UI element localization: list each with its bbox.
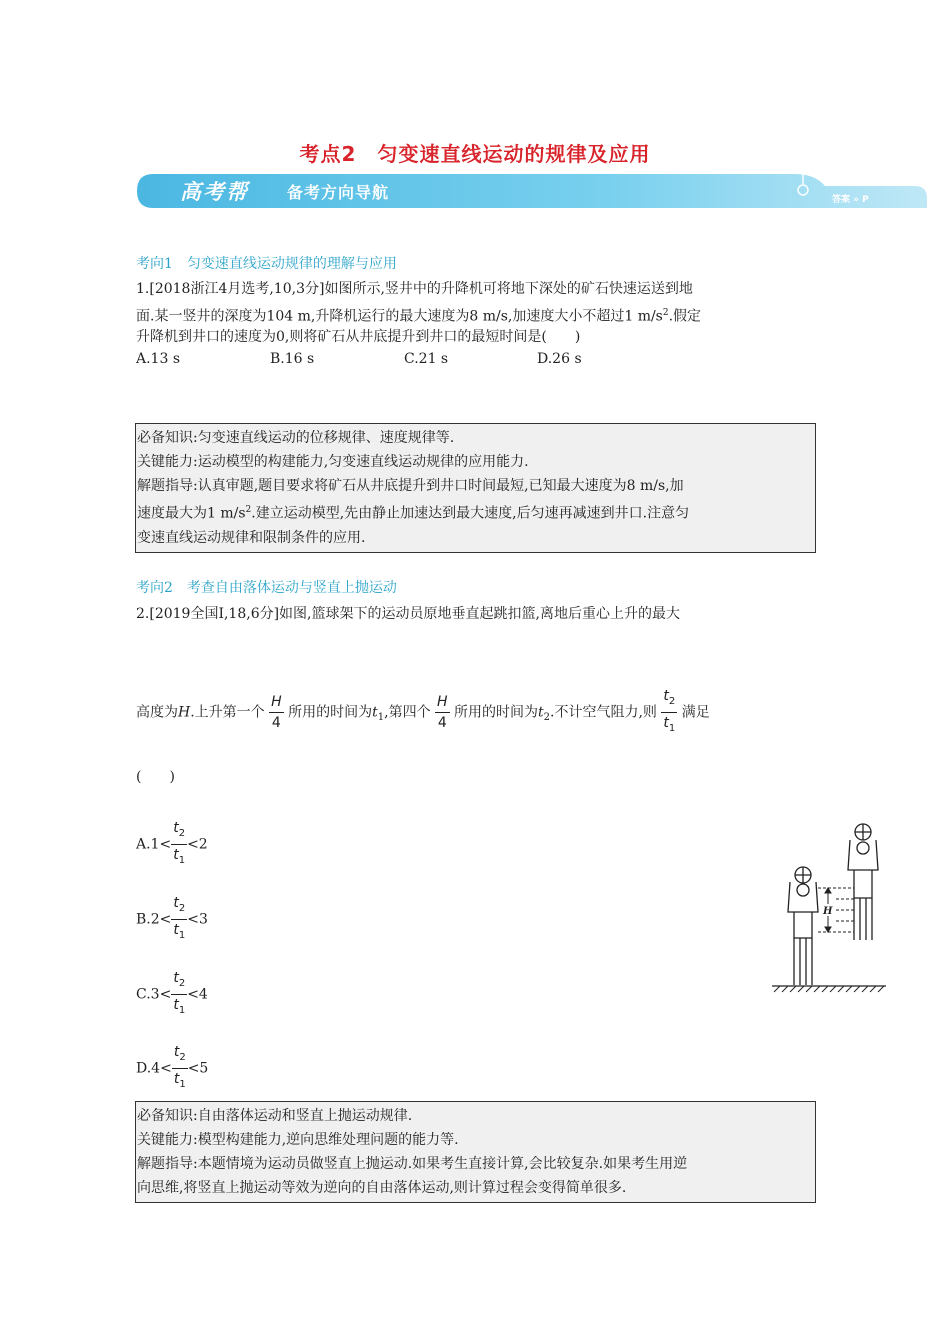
fraction-t2-over-t1: $\frac{t_2}{t_1}$: [663, 688, 676, 734]
box2-knowledge: 必备知识:自由落体运动和竖直上抛运动规律.: [137, 1108, 413, 1124]
option-a[interactable]: A.13 s: [136, 351, 181, 367]
figure-label-h: H: [823, 906, 833, 917]
box2-guide-line1: 解题指导:本题情境为运动员做竖直上抛运动.如果考生直接计算,会比较复杂.如果考生用逆: [137, 1156, 688, 1172]
option-b[interactable]: B.16 s: [270, 351, 315, 367]
option-2a[interactable]: A.1< $\frac{t_2}{t_1}$ <2: [136, 820, 208, 866]
box2-guide-line2: 向思维,将竖直上抛运动等效为逆向的自由落体运动,则计算过程会变得简单很多.: [137, 1180, 627, 1196]
banner-bar: [135, 172, 927, 210]
fraction-h-over-4-fourth: $\frac{H}{4}$: [437, 693, 448, 731]
option-d[interactable]: D.26 s: [537, 351, 582, 367]
question2-line2: 高度为H.上升第一个 $\frac{H}{4}$ 所用的时间为$t_1$,第四个 $\frac{H}{4}$ 所用的时间为$t_2$.不计空气阻力,则 $\frac{t_2}{t_1}$ 满足: [136, 686, 816, 739]
box1-guide-line1: 解题指导:认真审题,题目要求将矿石从井底提升到井口时间最短,已知最大速度为8 m/s,加: [137, 478, 684, 494]
box1-guide-line3: 变速直线运动规律和限制条件的应用.: [137, 529, 366, 546]
question2-line1: 2.[2019全国Ⅰ,18,6分]如图,篮球架下的运动员原地垂直起跳扣篮,离地后重心上升的最大: [136, 606, 680, 622]
question1-line2: 面.某一竖井的深度为104 m,升降机运行的最大速度为8 m/s,加速度大小不超过1 $m/s^2$.假定: [136, 308, 702, 325]
analysis-box-2: [135, 1101, 816, 1203]
question1-line3: 升降机到井口的速度为0,则将矿石从井底提升到井口的最短时间是( ): [136, 329, 581, 345]
banner-main-label: 高考帮: [180, 180, 249, 204]
fraction-h-over-4-first: $\frac{H}{4}$: [271, 693, 282, 731]
box1-ability: 关键能力:运动模型的构建能力,匀变速直线运动规律的应用能力.: [137, 454, 529, 470]
banner-sub-label: 备考方向导航: [287, 183, 390, 202]
topic1-heading: 考向1 匀变速直线运动规律的理解与应用: [136, 256, 397, 272]
option-c[interactable]: C.21 s: [404, 351, 449, 367]
option-2d[interactable]: D.4< $\frac{t_2}{t_1}$ <5: [136, 1044, 209, 1090]
box1-knowledge: 必备知识:匀变速直线运动的位移规律、速度规律等.: [137, 430, 455, 446]
section-title: 考点2 匀变速直线运动的规律及应用: [299, 142, 651, 166]
box2-ability: 关键能力:模型构建能力,逆向思维处理问题的能力等.: [137, 1132, 459, 1148]
basketball-jump-figure: [770, 820, 890, 995]
answer-parentheses: ( ): [136, 769, 175, 785]
question1-line1: 1.[2018浙江4月选考,10,3分]如图所示,竖井中的升降机可将地下深处的矿石快速运送到地: [136, 281, 693, 297]
box1-guide-line2: 速度最大为1 $m/s^2$.建立运动模型,先由静止加速达到最大速度,后匀速再减速到井口.注意匀: [137, 505, 690, 522]
option-2c[interactable]: C.3< $\frac{t_2}{t_1}$ <4: [136, 970, 208, 1016]
answer-reference: 答案 » P: [832, 195, 869, 205]
topic2-heading: 考向2 考查自由落体运动与竖直上抛运动: [136, 580, 397, 596]
analysis-box-1: [135, 423, 816, 553]
option-2b[interactable]: B.2< $\frac{t_2}{t_1}$ <3: [136, 895, 208, 941]
